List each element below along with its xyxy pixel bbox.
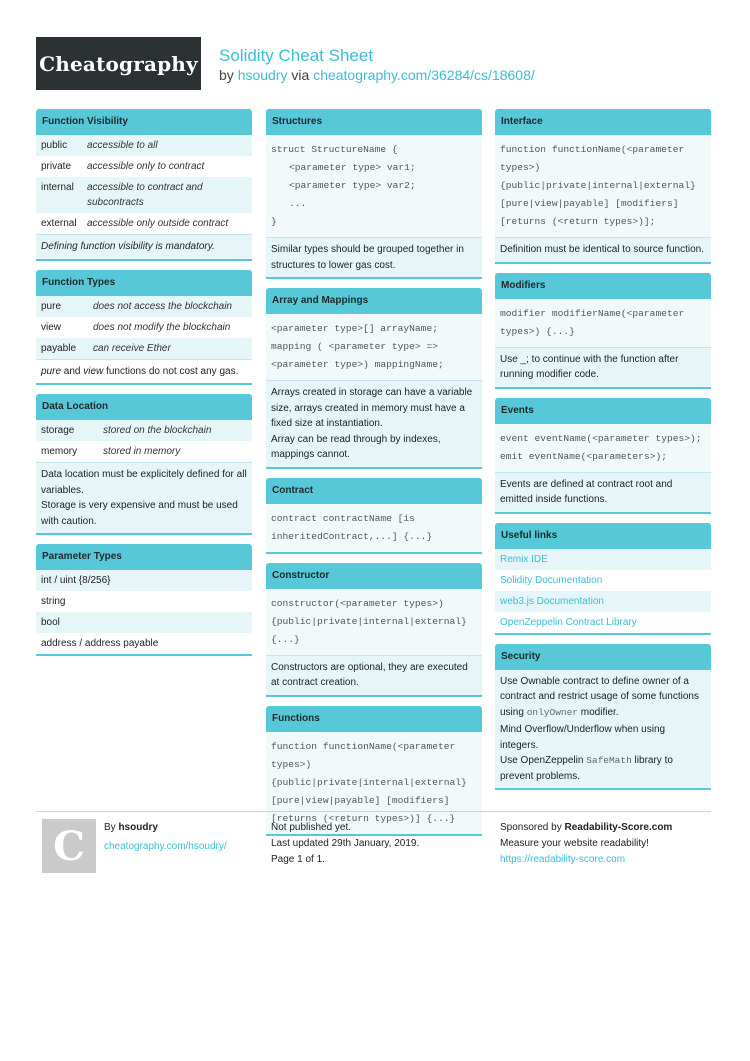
definition: does not modify the blockchain — [93, 321, 231, 333]
definition: accessible only outside contract — [87, 218, 229, 229]
code-line: inheritedContract,...] {...} — [271, 530, 433, 542]
section-title: Useful links — [495, 523, 711, 549]
remix-ide-link[interactable]: Remix IDE — [495, 549, 711, 570]
code-line: } — [271, 216, 277, 227]
code-line: modifier modifierName(<parameter — [500, 307, 685, 319]
note-text: Array can be read through by indexes, mappings cannot. — [271, 433, 441, 460]
text: Use OpenZeppelin — [500, 755, 587, 766]
section-title: Constructor — [266, 563, 482, 589]
section-useful-links — [495, 523, 711, 635]
section-modifiers — [495, 273, 711, 389]
section-note — [495, 670, 711, 791]
note-text — [500, 674, 706, 721]
web3js-docs-link[interactable]: web3.js Documentation — [495, 591, 711, 612]
definition: does not access the blockchain — [93, 300, 232, 312]
section-title: Modifiers — [495, 273, 711, 299]
section-title: Contract — [266, 478, 482, 504]
note-text: and — [61, 365, 84, 377]
section-note: Definition must be identical to source function. — [495, 237, 711, 264]
section-title: Data Location — [36, 394, 252, 420]
sheet-url-link[interactable]: cheatography.com/36284/cs/18608/ — [313, 67, 535, 83]
code-line: {public|private|internal|external} — [271, 615, 467, 627]
sponsor-tagline: Measure your website readability! — [500, 838, 649, 849]
note-text: Data location must be explicitely defined for all variables. — [41, 469, 247, 496]
last-updated: Last updated 29th January, 2019. — [271, 838, 420, 849]
definition: accessible to all — [87, 140, 158, 151]
cheatography-logo[interactable]: Cheatography — [36, 37, 201, 90]
sponsor-link[interactable]: https://readability-score.com — [500, 854, 626, 865]
section-title: Array and Mappings — [266, 288, 482, 314]
table-row — [36, 338, 252, 359]
section-constructor — [266, 563, 482, 697]
section-title: Interface — [495, 109, 711, 135]
code-line: function functionName(<parameter — [271, 740, 456, 752]
code-line: struct StructureName { — [271, 144, 398, 155]
openzeppelin-link[interactable]: OpenZeppelin Contract Library — [495, 612, 711, 635]
code-line: {public|private|internal|external} — [271, 776, 467, 788]
term: public — [41, 140, 68, 151]
section-title: Functions — [266, 706, 482, 732]
footer-by-line — [104, 820, 227, 836]
code-line: [pure|view|payable] [modifiers] — [271, 794, 450, 806]
section-contract — [266, 478, 482, 554]
code-block — [495, 424, 711, 472]
column-1 — [36, 109, 252, 665]
inline-code: onlyOwner — [526, 706, 578, 718]
definition: stored on the blockchain — [103, 425, 212, 436]
section-title: Parameter Types — [36, 544, 252, 570]
sponsor-name: Readability-Score.com — [564, 822, 673, 833]
note-text: Storage is very expensive and must be used with caution. — [41, 500, 238, 527]
section-functions — [266, 706, 482, 836]
note-text — [500, 753, 706, 784]
code-line: types>) {...} — [500, 325, 575, 337]
definition: accessible only to contract — [87, 161, 205, 172]
code-line: [returns (<return types>)]; — [500, 216, 656, 227]
table-row — [36, 156, 252, 177]
section-function-types — [36, 270, 252, 386]
section-note: Constructors are optional, they are executed at contract creation. — [266, 655, 482, 697]
text: library to prevent problems. — [500, 755, 673, 782]
author-avatar: C — [42, 819, 96, 873]
table-row — [36, 420, 252, 441]
section-parameter-types — [36, 544, 252, 656]
author-name: hsoudry — [118, 822, 158, 833]
text: modifier. — [578, 706, 619, 718]
list-item: string — [41, 596, 66, 607]
note-text: Defining function visibility is mandatory. — [41, 241, 215, 252]
column-3 — [495, 109, 711, 799]
section-title: Structures — [266, 109, 482, 135]
definition: stored in memory — [103, 446, 181, 457]
page-title: Solidity Cheat Sheet — [219, 46, 374, 65]
footer-publication — [271, 820, 419, 868]
note-em: view — [83, 365, 104, 377]
inline-code: SafeMath — [586, 755, 632, 766]
section-function-visibility — [36, 109, 252, 261]
text: Use Ownable contract to define owner of a contract and restrict usage of some functions using — [500, 675, 699, 718]
by-text: by — [219, 67, 234, 83]
list-item: int / uint {8/256} — [36, 570, 252, 591]
by-text: By — [104, 822, 116, 833]
list-item: bool — [36, 612, 252, 633]
code-line: ... — [289, 198, 307, 209]
section-title: Events — [495, 398, 711, 424]
table-row — [36, 177, 252, 213]
term: external — [41, 218, 77, 229]
code-line: emit eventName(<parameters>); — [500, 450, 667, 462]
section-interface — [495, 109, 711, 264]
code-block — [495, 299, 711, 347]
code-line: <parameter type> var2; — [289, 180, 416, 191]
section-note — [36, 359, 252, 386]
footer-author — [104, 820, 227, 855]
section-security — [495, 644, 711, 791]
term: payable — [41, 342, 77, 354]
note-em: pure — [41, 365, 62, 377]
code-line: event eventName(<parameter types>); — [500, 432, 702, 444]
code-line: mapping ( <parameter type> => — [271, 341, 438, 352]
code-line: <parameter type>) mappingName; — [271, 359, 444, 370]
table-row — [36, 441, 252, 462]
table-row — [36, 213, 252, 234]
table-row — [36, 135, 252, 156]
term: internal — [41, 182, 74, 193]
footer-sponsor — [500, 820, 672, 868]
code-block — [495, 135, 711, 237]
code-line: <parameter type> var1; — [289, 162, 416, 173]
sponsor-prefix: Sponsored by — [500, 822, 562, 833]
list-item: address / address payable — [36, 633, 252, 656]
byline — [219, 67, 535, 83]
section-events — [495, 398, 711, 514]
note-text: Arrays created in storage can have a variable size, arrays created in memory must have a fixed size at instantiation. — [271, 387, 473, 429]
code-block — [266, 135, 482, 237]
term: view — [41, 321, 62, 333]
table-row — [36, 317, 252, 338]
section-title: Security — [495, 644, 711, 670]
page-number: Page 1 of 1. — [271, 854, 325, 865]
section-note — [36, 234, 252, 261]
code-line: [pure|view|payable] [modifiers] — [500, 198, 679, 209]
note-text: functions do not cost any gas. — [103, 365, 239, 377]
section-title: Function Visibility — [36, 109, 252, 135]
sponsor-line — [500, 820, 672, 836]
code-line: contract contractName [is — [271, 512, 415, 524]
footer-divider — [36, 811, 711, 812]
column-2 — [266, 109, 482, 845]
code-block — [266, 589, 482, 655]
code-block — [266, 314, 482, 380]
term: storage — [41, 425, 75, 436]
section-array-mappings — [266, 288, 482, 469]
term: pure — [41, 300, 62, 312]
author-link[interactable]: hsoudry — [237, 67, 288, 83]
definition: can receive Ether — [93, 342, 171, 354]
code-line: {public|private|internal|external} — [500, 180, 696, 191]
code-block — [266, 504, 482, 554]
section-note — [36, 462, 252, 535]
code-line: constructor(<parameter types>) — [271, 597, 444, 609]
code-line: types>) — [500, 162, 541, 173]
note-text: Mind Overflow/Underflow when using integers. — [500, 724, 666, 751]
via-text: via — [291, 67, 310, 83]
code-line: {...} — [271, 633, 300, 645]
solidity-docs-link[interactable]: Solidity Documentation — [500, 574, 603, 586]
code-line: function functionName(<parameter — [500, 144, 685, 155]
table-row — [36, 296, 252, 317]
section-note — [266, 380, 482, 469]
published-status: Not published yet. — [271, 822, 352, 833]
section-data-location — [36, 394, 252, 535]
section-structures — [266, 109, 482, 279]
section-note: Events are defined at contract root and emitted inside functions. — [495, 472, 711, 514]
section-note: Similar types should be grouped together in structures to lower gas cost. — [266, 237, 482, 279]
section-title: Function Types — [36, 270, 252, 296]
author-profile-link[interactable]: cheatography.com/hsoudry/ — [104, 841, 227, 852]
section-note: Use _; to continue with the function after running modifier code. — [495, 347, 711, 389]
code-line: types>) — [271, 758, 312, 770]
code-line: <parameter type>[] arrayName; — [271, 323, 438, 334]
definition: accessible to contract and subcontracts — [87, 182, 203, 208]
code-line: [returns (<return types>)] {...} — [271, 812, 456, 824]
term: private — [41, 161, 72, 172]
term: memory — [41, 446, 78, 457]
